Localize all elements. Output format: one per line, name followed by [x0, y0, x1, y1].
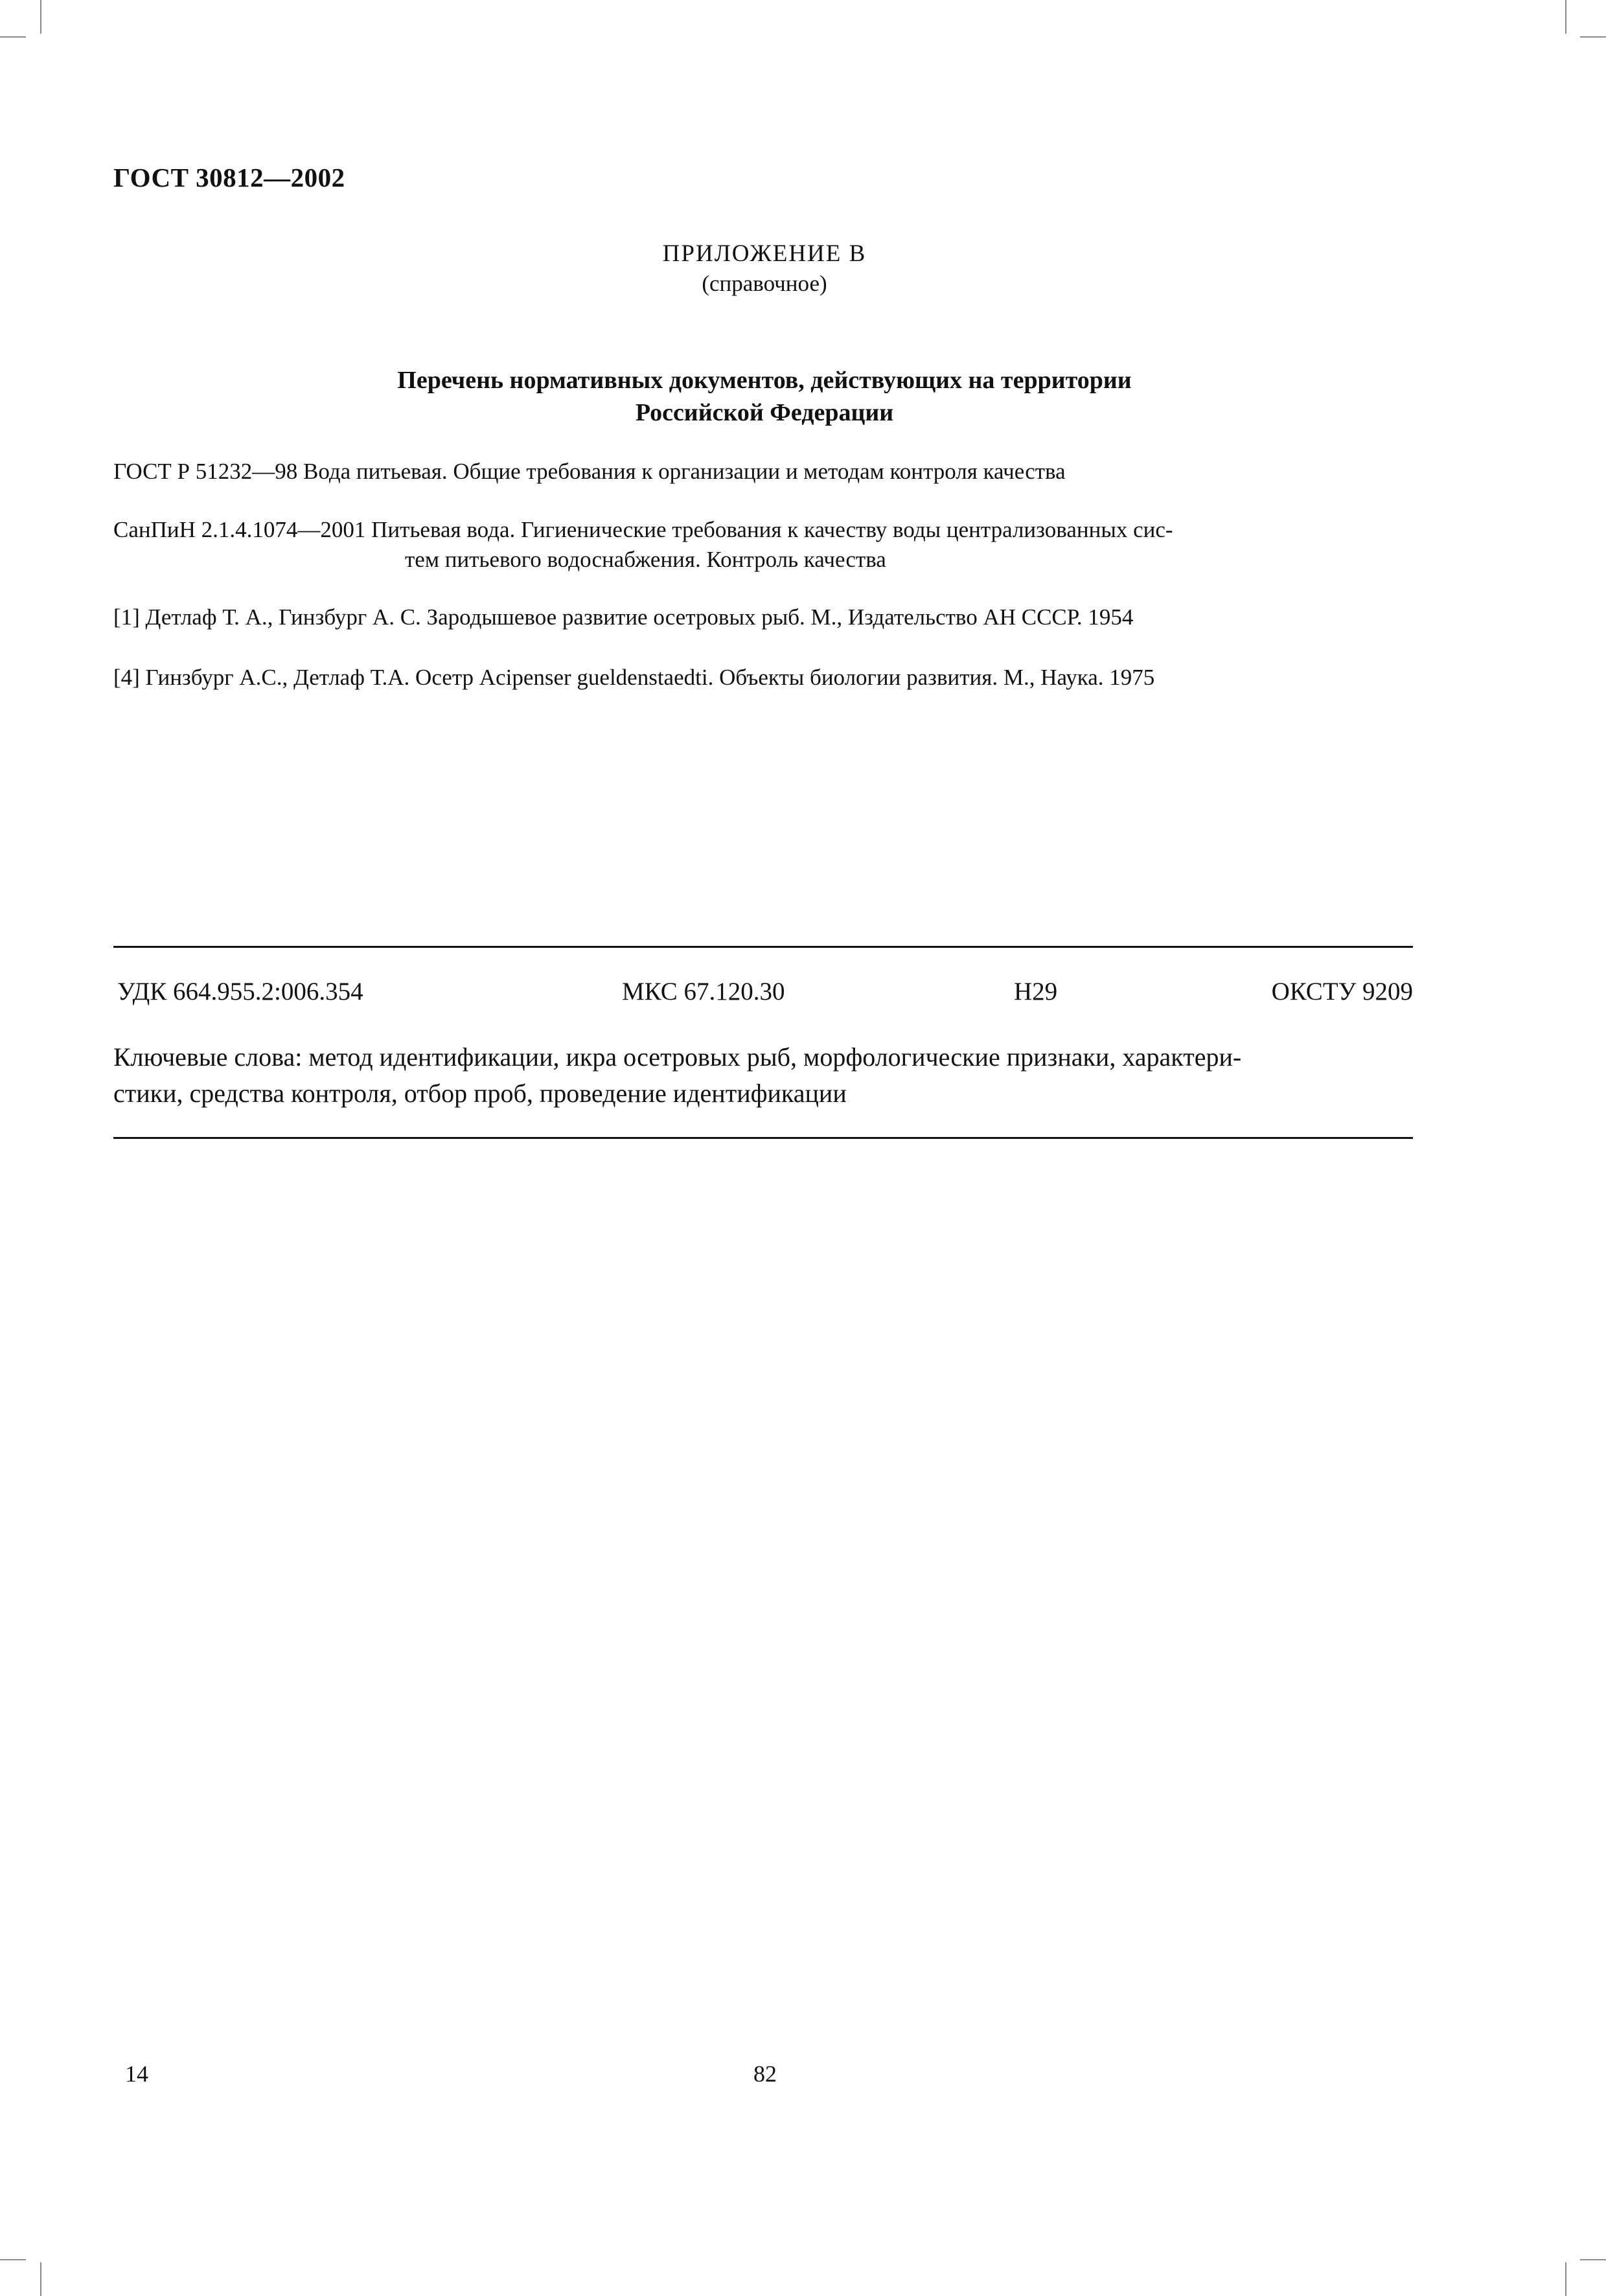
crop-mark-top-right-h	[1580, 36, 1606, 38]
crop-mark-bottom-right-h	[1580, 2259, 1606, 2260]
standard-code-header: ГОСТ 30812—2002	[113, 163, 345, 192]
list-title-line-1: Перечень нормативных документов, действующих на территории	[397, 367, 1132, 394]
keywords-line-2: стики, средства контроля, отбор проб, проведение идентификации	[113, 1079, 847, 1108]
reference-sanpin-line-1: СанПиН 2.1.4.1074—2001 Питьевая вода. Гигиенические требования к качеству воды централизованных сис-	[113, 517, 1173, 542]
keywords-line-1: Ключевые слова: метод идентификации, икра осетровых рыб, морфологические признаки, характери-	[113, 1042, 1242, 1072]
divider-top	[113, 946, 1413, 948]
list-title	[0, 364, 1529, 429]
annex-subtitle: (справочное)	[702, 271, 827, 296]
crop-mark-top-left-h	[0, 36, 26, 38]
list-title-line-2: Российской Федерации	[635, 399, 894, 426]
crop-mark-bottom-left-h	[0, 2259, 26, 2260]
reference-sanpin-line-2: тем питьевого водоснабжения. Контроль качества	[405, 547, 886, 572]
divider-bottom	[113, 1137, 1413, 1139]
crop-mark-bottom-right-v	[1565, 2262, 1566, 2296]
classification-row	[113, 977, 1413, 1009]
page-number-center: 82	[753, 2061, 777, 2087]
okstu-code: ОКСТУ 9209	[1271, 978, 1413, 1005]
crop-mark-top-left-v	[40, 0, 41, 34]
udk-code: УДК 664.955.2:006.354	[117, 978, 363, 1005]
page-number-left: 14	[125, 2061, 148, 2087]
crop-mark-bottom-left-v	[40, 2262, 41, 2296]
reference-4-ginzburg: [4] Гинзбург А.С., Детлаф Т.А. Осетр Acipenser gueldenstaedti. Объекты биологии развития. М., Наука. 1975	[113, 665, 1155, 690]
reference-gost-51232: ГОСТ Р 51232—98 Вода питьевая. Общие требования к организации и методам контроля качества	[113, 459, 1066, 484]
crop-mark-top-right-v	[1565, 0, 1566, 34]
mks-code: МКС 67.120.30	[622, 978, 785, 1005]
reference-1-detlaf: [1] Детлаф Т. А., Гинзбург А. С. Зародышевое развитие осетровых рыб. М., Издательство АН СССР. 1954	[113, 604, 1134, 630]
group-code: Н29	[1014, 978, 1058, 1005]
annex-title: ПРИЛОЖЕНИЕ В	[662, 240, 867, 267]
